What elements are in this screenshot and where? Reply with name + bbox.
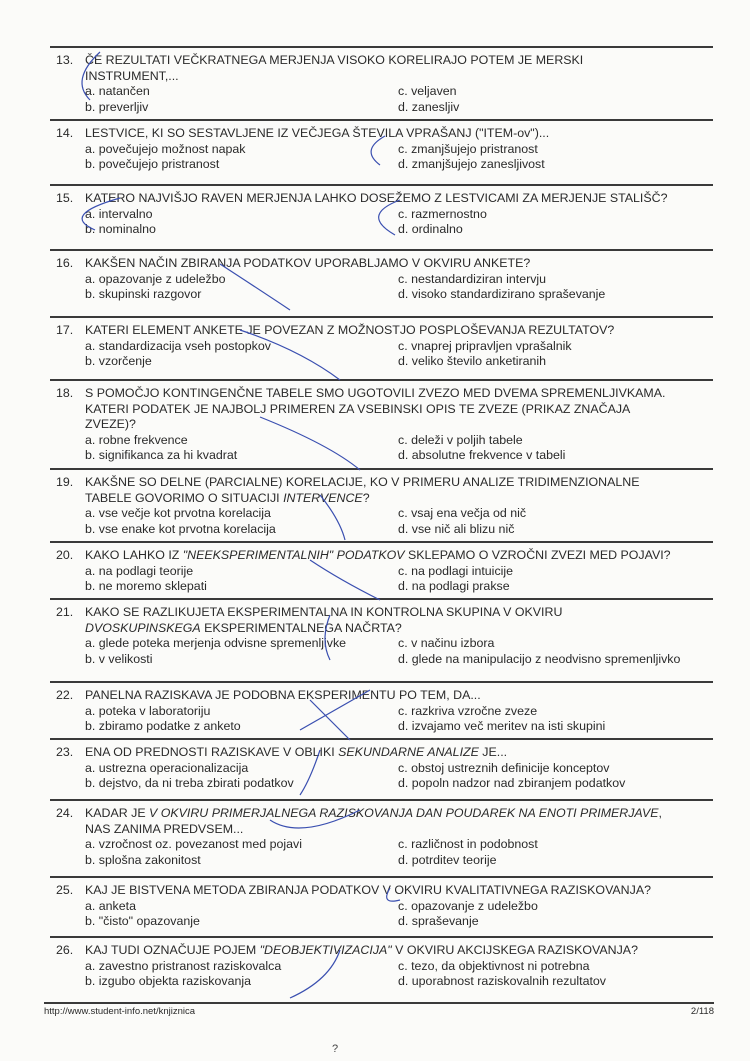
- option-d[interactable]: d. zmanjšujejo zanesljivost: [398, 157, 545, 171]
- option-b[interactable]: b. povečujejo pristranost: [85, 157, 220, 171]
- question-line: [85, 943, 713, 959]
- text-segment: KATERI PODATEK JE NAJBOLJ PRIMEREN ZA VSEBINSKI OPIS TE ZVEZE (PRIKAZ ZNAČAJA: [85, 401, 631, 416]
- question-13: [50, 46, 713, 115]
- question-line: [85, 69, 713, 85]
- option-c[interactable]: c. razmernostno: [398, 206, 487, 221]
- question-number: 14.: [56, 126, 74, 140]
- question-text: [85, 126, 713, 142]
- question-number: 15.: [56, 191, 74, 205]
- question-divider: [50, 799, 713, 801]
- question-line: [85, 417, 713, 433]
- option-c[interactable]: c. zmanjšujejo pristranost: [398, 141, 538, 156]
- option-b[interactable]: b. v velikosti: [85, 651, 153, 666]
- text-segment: ENA OD PREDNOSTI RAZISKAVE V OBLIKI: [85, 745, 339, 759]
- question-number: 23.: [56, 745, 74, 759]
- footer-url[interactable]: http://www.student-info.net/knjiznica: [44, 1006, 196, 1017]
- question-16: [50, 249, 713, 303]
- text-segment: ZVEZE)?: [85, 417, 136, 431]
- text-segment: V OKVIRU PRIMERJALNEGA RAZISKOVANJA DAN POUDAREK NA ENOTI PRIMERJAVE: [149, 806, 659, 820]
- question-line: [85, 688, 713, 704]
- text-segment: KATERO NAJVIŠJO RAVEN MERJENJA LAHKO DOSEŽEMO Z LESTVICAMI ZA MERJENJE STALIŠČ?: [85, 191, 668, 205]
- question-line: [85, 822, 713, 838]
- text-segment: "NEEKSPERIMENTALNIH" PODATKOV: [182, 548, 405, 562]
- text-segment: KAKO LAHKO IZ: [85, 548, 183, 562]
- question-line: [85, 491, 713, 507]
- option-b[interactable]: b. signifikanca za hi kvadrat: [85, 448, 238, 462]
- option-a[interactable]: a. glede poteka merjenja odvisne spremenljivke: [85, 636, 347, 650]
- option-d[interactable]: d. potrditev teorije: [398, 852, 497, 867]
- text-segment: EKSPERIMENTALNEGA NAČRTA?: [200, 620, 402, 635]
- option-a[interactable]: a. natančen: [85, 84, 150, 98]
- option-d[interactable]: d. izvajamo več meritev na isti skupini: [398, 719, 606, 733]
- text-segment: SEKUNDARNE ANALIZE: [338, 745, 479, 759]
- question-number: 22.: [56, 688, 74, 702]
- option-b[interactable]: b. nominalno: [85, 222, 156, 236]
- question-21: [50, 598, 713, 667]
- option-b[interactable]: b. vzorčenje: [85, 354, 152, 368]
- text-segment: LESTVICE, KI SO SESTAVLJENE IZ VEČJEGA ŠTEVILA VPRAŠANJ ("ITEM-ov")...: [85, 126, 550, 140]
- option-b[interactable]: b. "čisto" opazovanje: [85, 914, 200, 928]
- question-divider: [50, 379, 713, 381]
- question-number: 25.: [56, 883, 74, 897]
- question-number: 17.: [56, 323, 74, 337]
- option-d[interactable]: d. na podlagi prakse: [398, 579, 510, 593]
- question-divider: [50, 876, 713, 878]
- question-line: [85, 126, 713, 142]
- option-c[interactable]: c. tezo, da objektivnost ni potrebna: [398, 958, 590, 973]
- text-segment: JE...: [478, 745, 508, 759]
- option-d[interactable]: d. spraševanje: [398, 914, 479, 928]
- footer-divider: [44, 1002, 714, 1004]
- text-segment: KAJ TUDI OZNAČUJE POJEM: [85, 943, 260, 957]
- option-b[interactable]: b. dejstvo, da ni treba zbirati podatkov: [85, 776, 294, 790]
- option-c[interactable]: c. opazovanje z udeležbo: [398, 898, 538, 913]
- question-text: [85, 883, 713, 899]
- text-segment: INTERVENCE: [283, 490, 363, 505]
- option-a[interactable]: a. ustrezna operacionalizacija: [85, 760, 249, 775]
- question-number: 24.: [56, 806, 74, 820]
- text-segment: INSTRUMENT,...: [85, 68, 179, 83]
- question-23: [50, 738, 713, 792]
- option-d[interactable]: d. uporabnost raziskovalnih rezultatov: [398, 974, 607, 988]
- question-divider: [50, 738, 713, 740]
- question-divider: [50, 119, 713, 121]
- question-18: [50, 379, 713, 464]
- option-b[interactable]: b. skupinski razgovor: [85, 287, 202, 301]
- text-segment: KATERI ELEMENT ANKETE JE POVEZAN Z MOŽNOSTJO POSPLOŠEVANJA REZULTATOV?: [85, 323, 615, 337]
- question-number: 18.: [56, 386, 74, 400]
- question-text: [85, 256, 713, 272]
- option-b[interactable]: b. ne moremo sklepati: [85, 579, 207, 593]
- option-a[interactable]: a. poteka v laboratoriju: [85, 703, 211, 718]
- option-d[interactable]: d. ordinalno: [398, 222, 463, 236]
- option-c[interactable]: c. vsaj ena večja od nič: [398, 506, 527, 520]
- option-c[interactable]: c. deleži v poljih tabele: [398, 432, 523, 447]
- question-number: 19.: [56, 475, 74, 489]
- question-text: [85, 386, 713, 433]
- question-number: 26.: [56, 943, 74, 957]
- option-d[interactable]: d. veliko število anketiranih: [398, 354, 547, 368]
- option-b[interactable]: b. splošna zakonitost: [85, 852, 201, 867]
- question-line: [85, 621, 713, 637]
- option-d[interactable]: d. popoln nadzor nad zbiranjem podatkov: [398, 776, 626, 790]
- question-20: [50, 541, 713, 595]
- option-a[interactable]: a. intervalno: [85, 206, 153, 221]
- question-25: [50, 876, 713, 930]
- option-c[interactable]: c. različnost in podobnost: [398, 837, 538, 851]
- option-b[interactable]: b. izgubo objekta raziskovanja: [85, 974, 251, 988]
- question-line: [85, 548, 713, 564]
- question-text: [85, 745, 713, 761]
- page-number: 2/118: [690, 1006, 714, 1017]
- question-text: [85, 323, 713, 339]
- question-number: 20.: [56, 548, 74, 562]
- text-segment: PANELNA RAZISKAVA JE PODOBNA EKSPERIMENTU PO TEM, DA...: [85, 688, 481, 702]
- question-line: [85, 323, 713, 339]
- question-line: [85, 475, 713, 491]
- option-a[interactable]: a. vse večje kot prvotna korelacija: [85, 506, 271, 520]
- question-divider: [50, 468, 713, 470]
- question-divider: [50, 184, 713, 186]
- question-divider: [50, 936, 713, 938]
- question-line: [85, 806, 713, 822]
- question-number: 16.: [56, 256, 74, 270]
- text-segment: KAKŠEN NAČIN ZBIRANJA PODATKOV UPORABLJAMO V OKVIRU ANKETE?: [85, 256, 531, 270]
- text-segment: S POMOČJO KONTINGENČNE TABELE SMO UGOTOVILI ZVEZO MED DVEMA SPREMENLJIVKAMA.: [85, 386, 666, 400]
- option-c[interactable]: c. razkriva vzročne zveze: [398, 703, 538, 718]
- question-text: [85, 475, 713, 506]
- option-d[interactable]: d. zanesljiv: [398, 99, 460, 114]
- option-d[interactable]: d. vse nič ali blizu nič: [398, 521, 515, 536]
- question-line: [85, 53, 713, 69]
- text-segment: SKLEPAMO O VZROČNI ZVEZI MED POJAVI?: [404, 548, 671, 562]
- question-divider: [50, 681, 713, 683]
- option-d[interactable]: d. glede na manipulacijo z neodvisno spremenljivko: [398, 651, 681, 666]
- question-number: 13.: [56, 53, 74, 67]
- option-a[interactable]: a. opazovanje z udeležbo: [85, 271, 226, 286]
- question-14: [50, 119, 713, 173]
- option-a[interactable]: a. robne frekvence: [85, 432, 188, 447]
- text-segment: "DEOBJEKTIVIZACIJA": [259, 943, 392, 957]
- question-line: [85, 386, 713, 402]
- text-segment: V OKVIRU AKCIJSKEGA RAZISKOVANJA?: [391, 943, 638, 957]
- text-segment: ?: [362, 490, 370, 505]
- option-c[interactable]: c. na podlagi intuicije: [398, 563, 514, 578]
- question-text: [85, 688, 713, 704]
- text-segment: DVOSKUPINSKEGA: [85, 620, 201, 635]
- option-c[interactable]: c. veljaven: [398, 84, 457, 98]
- text-segment: KAKO SE RAZLIKUJETA EKSPERIMENTALNA IN KONTROLNA SKUPINA V OKVIRU: [85, 605, 563, 619]
- option-c[interactable]: c. obstoj ustreznih definicije konceptov: [398, 760, 610, 775]
- option-a[interactable]: a. anketa: [85, 898, 136, 913]
- text-segment: KAKŠNE SO DELNE (PARCIALNE) KORELACIJE, KO V PRIMERU ANALIZE TRIDIMENZIONALNE: [85, 475, 640, 489]
- question-divider: [50, 249, 713, 251]
- option-a[interactable]: a. standardizacija vseh postopkov: [85, 338, 271, 353]
- option-d[interactable]: d. absolutne frekvence v tabeli: [398, 448, 566, 462]
- question-divider: [50, 316, 713, 318]
- handwritten-page-mark: ?: [332, 1043, 339, 1055]
- question-22: [50, 681, 713, 735]
- question-line: [85, 745, 713, 761]
- question-26: [50, 936, 713, 990]
- option-a[interactable]: a. vzročnost oz. povezanost med pojavi: [85, 837, 302, 851]
- question-17: [50, 316, 713, 370]
- option-c[interactable]: c. nestandardiziran intervju: [398, 271, 547, 286]
- option-a[interactable]: a. zavestno pristranost raziskovalca: [85, 958, 282, 973]
- option-c[interactable]: c. vnaprej pripravljen vprašalnik: [398, 338, 572, 353]
- option-b[interactable]: b. vse enake kot prvotna korelacija: [85, 521, 276, 536]
- question-line: [85, 402, 713, 418]
- text-segment: ČE REZULTATI VEČKRATNEGA MERJENJA VISOKO KORELIRAJO POTEM JE MERSKI: [85, 53, 584, 67]
- question-line: [85, 883, 713, 899]
- text-segment: KADAR JE: [85, 806, 150, 820]
- question-19: [50, 468, 713, 537]
- option-a[interactable]: a. povečujejo možnost napak: [85, 141, 246, 156]
- question-line: [85, 191, 713, 207]
- option-b[interactable]: b. zbiramo podatke z anketo: [85, 719, 241, 733]
- text-segment: TABELE GOVORIMO O SITUACIJI: [85, 490, 284, 505]
- question-text: [85, 943, 713, 959]
- question-divider: [50, 541, 713, 543]
- text-segment: KAJ JE BISTVENA METODA ZBIRANJA PODATKOV V OKVIRU KVALITATIVNEGA RAZISKOVANJA?: [85, 883, 651, 897]
- question-text: [85, 191, 713, 207]
- question-divider: [50, 598, 713, 600]
- option-a[interactable]: a. na podlagi teorije: [85, 563, 194, 578]
- option-c[interactable]: c. v načinu izbora: [398, 636, 495, 650]
- question-text: [85, 605, 713, 636]
- option-b[interactable]: b. preverljiv: [85, 99, 149, 114]
- question-number: 21.: [56, 605, 74, 619]
- text-segment: ,: [658, 806, 662, 820]
- question-line: [85, 605, 713, 621]
- question-line: [85, 256, 713, 272]
- question-divider: [50, 46, 713, 48]
- question-text: [85, 53, 713, 84]
- question-text: [85, 548, 713, 564]
- question-text: [85, 806, 713, 837]
- text-segment: NAS ZANIMA PREDVSEM...: [85, 821, 244, 836]
- page-footer: [44, 1002, 714, 1017]
- question-24: [50, 799, 713, 868]
- question-15: [50, 184, 713, 238]
- option-d[interactable]: d. visoko standardizirano spraševanje: [398, 287, 606, 301]
